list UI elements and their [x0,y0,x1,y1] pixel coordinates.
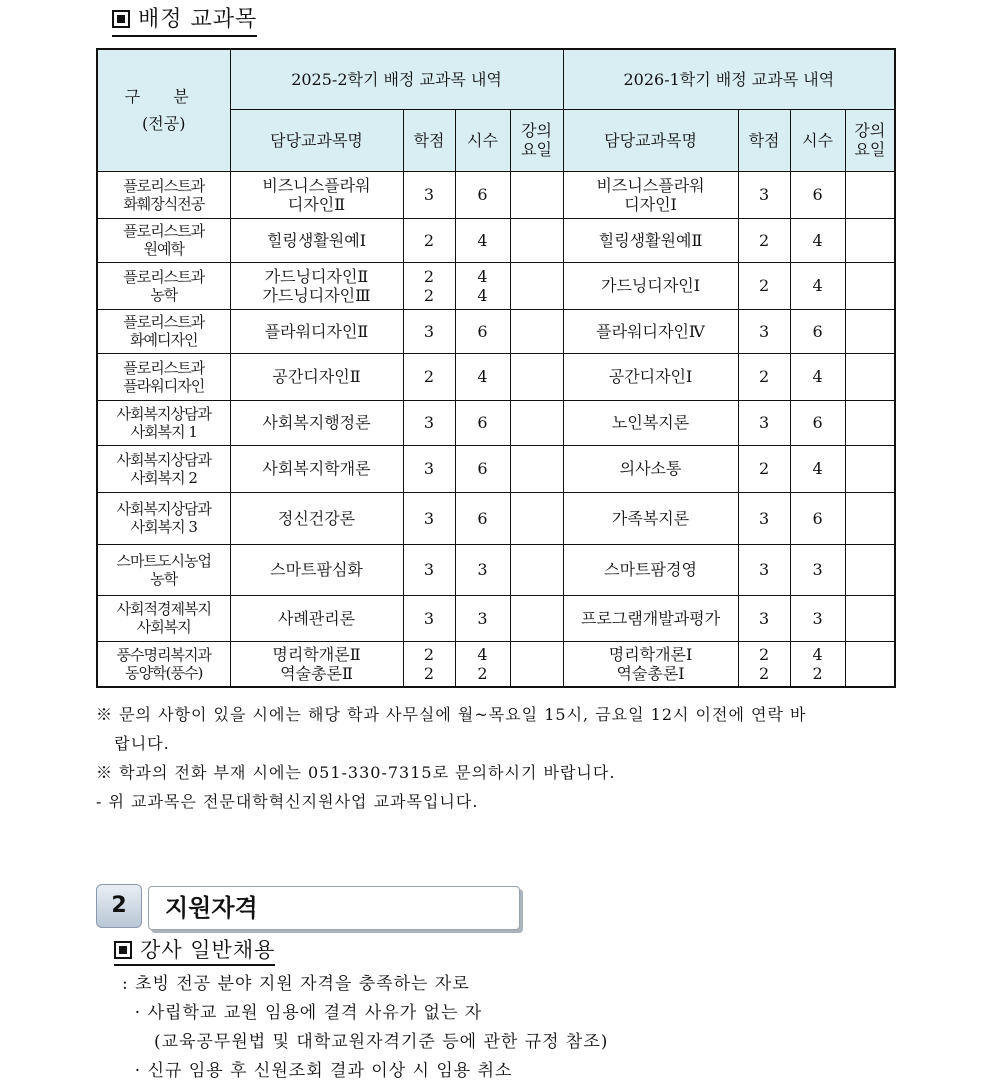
cell-course-2026-1 [563,353,738,400]
table-row [97,171,895,218]
cell-line: 3 [812,560,823,579]
header-category-line1: 구 분 [124,87,203,107]
cell-day-2026-1 [845,595,895,641]
cell-hours-2026-1 [790,262,845,309]
cell-line: 스마트도시농업 [116,551,211,570]
cell-credit-2025-2 [403,218,455,262]
cell-day-2026-1 [845,218,895,262]
cell-hours-2025-2 [455,400,510,445]
cell-day-2026-1 [845,309,895,353]
cell-line: 3 [758,560,770,579]
cell-day-2026-1 [845,544,895,595]
cell-line: 2 [812,663,823,683]
cell-credit-2026-1 [738,353,790,400]
cell-day-2025-2 [510,445,563,492]
cell-hours-2026-1 [790,400,845,445]
cell-line: 6 [812,508,823,528]
cell-line: 사회적경제복지 [116,600,211,618]
cell-day-2025-2 [510,353,563,400]
cell-line: 명리학개론Ⅰ [608,644,693,664]
cell-line: 2 [758,276,770,295]
cell-credit-2025-2 [403,641,455,687]
cell-line: 3 [477,608,488,628]
cell-hours-2025-2 [455,171,510,218]
filled-square-icon [112,10,130,28]
cell-credit-2026-1 [738,171,790,218]
cell-hours-2025-2 [455,445,510,492]
cell-line: 3 [758,185,770,204]
cell-line: 6 [477,185,488,204]
qualification-line: (교육공무원법 및 대학교원자격기준 등에 관한 규정 참조) [122,1032,609,1052]
cell-credit-2026-1 [738,445,790,492]
cell-hours-2025-2 [455,492,510,544]
cell-course-2025-2 [230,400,403,445]
header-hours-1: 시수 [455,109,510,171]
cell-credit-2025-2 [403,171,455,218]
cell-line: 2 [758,459,770,478]
cell-line: 2 [758,367,770,386]
cell-line: 사례관리론 [277,608,356,628]
cell-line: 플로리스트과 [123,358,205,377]
cell-line: 3 [423,321,435,341]
cell-credit-2026-1 [738,544,790,595]
cell-line: 4 [477,285,488,305]
qualification-line: : 초빙 전공 분야 지원 자격을 충족하는 자로 [122,974,470,994]
cell-credit-2026-1 [738,309,790,353]
cell-line: 2 [423,285,435,305]
cell-hours-2026-1 [790,171,845,218]
cell-day-2025-2 [510,641,563,687]
cell-line: 2 [758,644,770,664]
cell-credit-2025-2 [403,544,455,595]
cell-credit-2026-1 [738,595,790,641]
cell-credit-2025-2 [403,262,455,309]
cell-line: 4 [812,644,823,664]
cell-line: 사회복지 2 [130,468,197,487]
header-credit-2: 학점 [738,109,790,171]
cell-line: 플라워디자인 [123,376,205,395]
cell-line: 사회복지상담과 [116,404,211,423]
cell-line: 4 [477,644,488,664]
cell-major [97,171,230,218]
qualification-line: · 사립학교 교원 임용에 결격 사유가 없는 자 [122,1003,483,1023]
cell-line: 힐링생활원예Ⅰ [266,230,367,250]
table-row [97,641,895,687]
cell-hours-2026-1 [790,544,845,595]
cell-course-2025-2 [230,595,403,641]
cell-course-2026-1 [563,309,738,353]
cell-line: 2 [758,230,770,250]
cell-line: 6 [812,413,823,432]
cell-course-2026-1 [563,641,738,687]
cell-course-2026-1 [563,400,738,445]
cell-line: 3 [423,459,435,478]
note-line: ※ 학과의 전화 부재 시에는 051-330-7315로 문의하시기 바랍니다. [96,763,616,782]
header-credit-1: 학점 [403,109,455,171]
cell-day-2025-2 [510,309,563,353]
cell-day-2025-2 [510,171,563,218]
cell-line: 사회복지 3 [130,518,197,536]
cell-day-2026-1 [845,641,895,687]
header-semester-2: 2026-1학기 배정 교과목 내역 [563,49,895,109]
heading-text: 강사 일반채용 [140,938,276,962]
cell-day-2026-1 [845,492,895,544]
cell-line: 4 [812,367,823,386]
cell-line: 플로리스트과 [123,313,205,331]
qualification-list [122,970,608,1086]
cell-line: 3 [758,413,770,432]
cell-line: 6 [477,321,488,341]
cell-credit-2026-1 [738,218,790,262]
cell-line: 6 [477,413,488,432]
cell-day-2026-1 [845,262,895,309]
cell-line: 플로리스트과 [123,176,205,195]
cell-hours-2025-2 [455,218,510,262]
cell-line: 사회복지상담과 [116,450,211,469]
cell-credit-2026-1 [738,492,790,544]
cell-line: 4 [477,367,488,386]
table-row [97,492,895,544]
cell-line: 6 [812,185,823,204]
cell-course-2026-1 [563,262,738,309]
table-row [97,445,895,492]
cell-line: 4 [812,459,823,478]
cell-line: 공간디자인Ⅰ [608,367,693,386]
cell-line: 프로그램개발과평가 [580,608,721,628]
cell-line: 4 [812,230,823,250]
cell-credit-2025-2 [403,445,455,492]
cell-line: 플로리스트과 [123,222,205,240]
cell-line: 가드닝디자인Ⅱ [264,266,369,286]
filled-square-icon [114,941,132,959]
cell-line: 명리학개론Ⅱ [272,644,361,664]
cell-credit-2025-2 [403,595,455,641]
cell-line: 농학 [150,569,178,588]
cell-line: 힐링생활원예Ⅱ [598,230,703,250]
cell-hours-2025-2 [455,595,510,641]
notes [96,700,896,816]
note-line: 랍니다. [96,734,170,753]
cell-day-2026-1 [845,353,895,400]
cell-line: 디자인Ⅰ [624,194,677,214]
cell-line: 4 [477,230,488,250]
cell-line: 디자인Ⅱ [287,194,346,214]
cell-line: 플라워디자인Ⅳ [596,321,705,341]
cell-line: 2 [423,663,435,683]
cell-line: 농학 [150,285,178,304]
cell-course-2025-2 [230,309,403,353]
cell-line: 2 [423,644,435,664]
table-row [97,309,895,353]
cell-line: 역술총론Ⅱ [280,663,353,683]
cell-line: 3 [423,185,435,204]
cell-line: 사회복지행정론 [262,413,371,432]
course-table [96,48,896,688]
cell-major [97,262,230,309]
cell-hours-2026-1 [790,641,845,687]
cell-course-2025-2 [230,262,403,309]
cell-major [97,595,230,641]
cell-line: 화훼장식전공 [123,194,205,213]
cell-line: 3 [477,560,488,579]
cell-line: 스마트팜심화 [270,560,363,579]
cell-course-2026-1 [563,544,738,595]
header-day-1: 강의 요일 [510,109,563,171]
cell-line: 사회복지학개론 [262,459,371,478]
cell-line: 사회복지상담과 [116,500,211,518]
cell-line: 3 [423,508,435,528]
header-hours-2: 시수 [790,109,845,171]
cell-line: 3 [812,608,823,628]
cell-line: 화예디자인 [130,331,198,349]
table-row [97,353,895,400]
cell-line: 비즈니스플라워 [262,175,371,195]
heading-lecturer-hiring [114,936,275,966]
cell-course-2026-1 [563,492,738,544]
cell-course-2025-2 [230,171,403,218]
cell-line: 3 [423,560,435,579]
cell-credit-2025-2 [403,492,455,544]
cell-line: 4 [812,276,823,295]
header-course-1: 담당교과목명 [230,109,403,171]
cell-day-2025-2 [510,262,563,309]
cell-course-2026-1 [563,445,738,492]
cell-line: 3 [423,608,435,628]
table-row [97,595,895,641]
cell-day-2026-1 [845,171,895,218]
cell-line: 3 [758,321,770,341]
cell-major [97,353,230,400]
cell-line: 노인복지론 [611,413,690,432]
note-line: ※ 문의 사항이 있을 시에는 해당 학과 사무실에 월~목요일 15시, 금요일 12시 이전에 연락 바 [96,705,807,724]
cell-day-2025-2 [510,595,563,641]
cell-credit-2025-2 [403,309,455,353]
cell-credit-2025-2 [403,353,455,400]
cell-course-2025-2 [230,544,403,595]
cell-line: 역술총론Ⅰ [616,663,685,683]
cell-credit-2026-1 [738,262,790,309]
cell-line: 3 [758,508,770,528]
section-number-badge: 2 [96,884,142,928]
cell-hours-2026-1 [790,445,845,492]
cell-line: 플라워디자인Ⅱ [264,321,369,341]
cell-hours-2025-2 [455,641,510,687]
cell-line: 공간디자인Ⅱ [272,367,361,386]
cell-line: 원예학 [143,240,184,258]
cell-day-2026-1 [845,445,895,492]
cell-hours-2026-1 [790,353,845,400]
cell-major [97,218,230,262]
cell-line: 가드닝디자인Ⅲ [262,285,371,305]
cell-course-2026-1 [563,171,738,218]
cell-hours-2025-2 [455,309,510,353]
cell-line: 스마트팜경영 [604,560,697,579]
cell-course-2025-2 [230,492,403,544]
header-semester-1: 2025-2학기 배정 교과목 내역 [230,49,563,109]
cell-hours-2026-1 [790,309,845,353]
cell-day-2025-2 [510,218,563,262]
section-title: 지원자격 [148,886,520,930]
cell-day-2025-2 [510,400,563,445]
header-category-line2: (전공) [142,114,186,134]
cell-major [97,641,230,687]
cell-line: 2 [423,230,435,250]
cell-line: 사회복지 [136,618,191,636]
heading-assigned-courses [112,6,257,37]
table-row [97,544,895,595]
header-day-2: 강의 요일 [845,109,895,171]
cell-course-2025-2 [230,218,403,262]
cell-line: 의사소통 [619,459,682,478]
cell-hours-2026-1 [790,595,845,641]
cell-line: 4 [477,266,488,286]
cell-line: 비즈니스플라워 [596,175,705,195]
table-row [97,400,895,445]
cell-course-2025-2 [230,445,403,492]
cell-major [97,309,230,353]
cell-hours-2026-1 [790,492,845,544]
cell-hours-2025-2 [455,353,510,400]
cell-course-2026-1 [563,595,738,641]
cell-course-2025-2 [230,641,403,687]
cell-line: 6 [477,459,488,478]
cell-credit-2026-1 [738,641,790,687]
table-row [97,218,895,262]
cell-major [97,492,230,544]
cell-line: 2 [477,663,488,683]
cell-course-2025-2 [230,353,403,400]
heading-text: 배정 교과목 [138,7,258,32]
cell-day-2025-2 [510,492,563,544]
cell-major [97,400,230,445]
cell-line: 2 [423,266,435,286]
cell-line: 정신건강론 [277,508,356,528]
cell-line: 동양학(풍수) [125,663,203,682]
cell-line: 가족복지론 [611,508,690,528]
cell-line: 풍수명리복지과 [116,645,211,664]
note-line: - 위 교과목은 전문대학혁신지원사업 교과목입니다. [96,792,479,811]
cell-day-2025-2 [510,544,563,595]
cell-line: 사회복지 1 [130,422,197,441]
cell-line: 3 [423,413,435,432]
cell-major [97,445,230,492]
header-category [97,49,230,171]
cell-line: 6 [477,508,488,528]
cell-line: 3 [758,608,770,628]
cell-day-2026-1 [845,400,895,445]
header-course-2: 담당교과목명 [563,109,738,171]
cell-course-2026-1 [563,218,738,262]
cell-line: 2 [423,367,435,386]
cell-line: 6 [812,321,823,341]
cell-line: 2 [758,663,770,683]
cell-line: 가드닝디자인Ⅰ [601,276,701,295]
cell-hours-2026-1 [790,218,845,262]
table-row [97,262,895,309]
cell-credit-2025-2 [403,400,455,445]
cell-major [97,544,230,595]
cell-credit-2026-1 [738,400,790,445]
cell-line: 플로리스트과 [123,267,205,286]
cell-hours-2025-2 [455,262,510,309]
qualification-line: · 신규 임용 후 신원조회 결과 이상 시 임용 취소 [122,1061,513,1081]
cell-hours-2025-2 [455,544,510,595]
